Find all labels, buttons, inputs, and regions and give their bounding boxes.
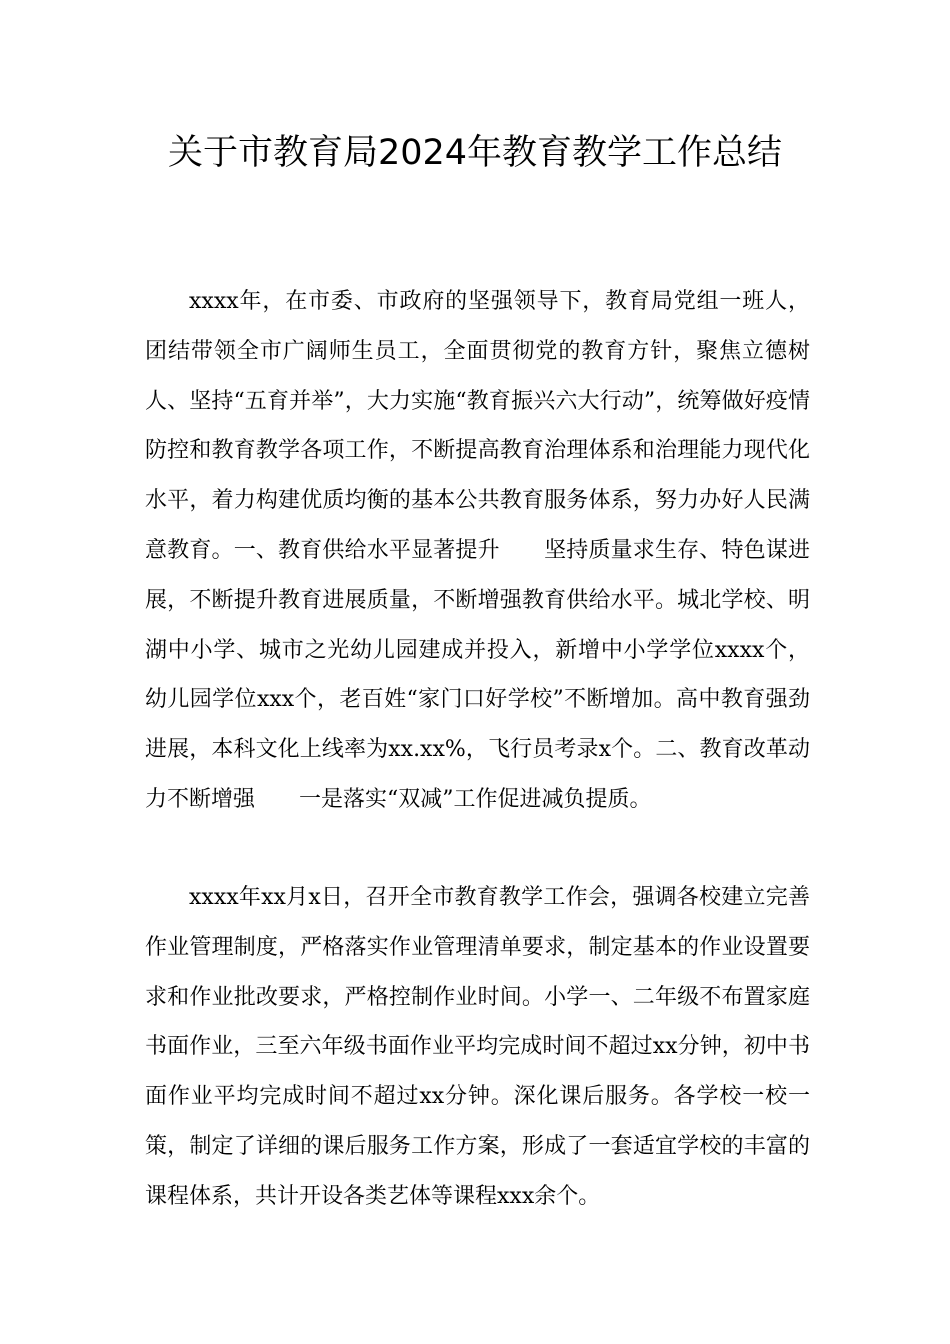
paragraph-1: xxxx年，在市委、市政府的坚强领导下，教育局党组一班人，团结带领全市广阔师生员工，全面贯彻党的教育方针，聚焦立德树人、坚持“五育并举”，大力实施“教育振兴六大行动”，统筹做好疫情防控和教育教学各项工作，不断提高教育治理体系和治理能力现代化水平，着力构建优质均衡的基本公共教育服务体系，努力办好人民满意教育。一、教育供给水平显著提升 坚持质量求生存、特色谋进展，不断提升教育进展质量，不断增强教育供给水平。城北学校、明湖中小学、城市之光幼儿园建成并投入，新增中小学学位xxxx个，幼儿园学位xxx个，老百姓“家门口好学校”不断增加。高中教育强劲进展，本科文化上线率为xx.xx%，飞行员考录x个。二、教育改革动力不断增强 一是落实“双减”工作促进减负提质。 [145,289,810,812]
paragraph-2: xxxx年xx月x日，召开全市教育教学工作会，强调各校建立完善作业管理制度，严格落实作业管理清单要求，制定基本的作业设置要求和作业批改要求，严格控制作业时间。小学一、二年级不布置家庭书面作业，三至六年级书面作业平均完成时间不超过xx分钟，初中书面作业平均完成时间不超过xx分钟。深化课后服务。各学校一校一策，制定了详细的课后服务工作方案，形成了一套适宜学校的丰富的课程体系，共计开设各类艺体等课程xxx余个。 [145,885,810,1209]
document-title: 关于市教育局2024年教育教学工作总结 [167,133,783,173]
